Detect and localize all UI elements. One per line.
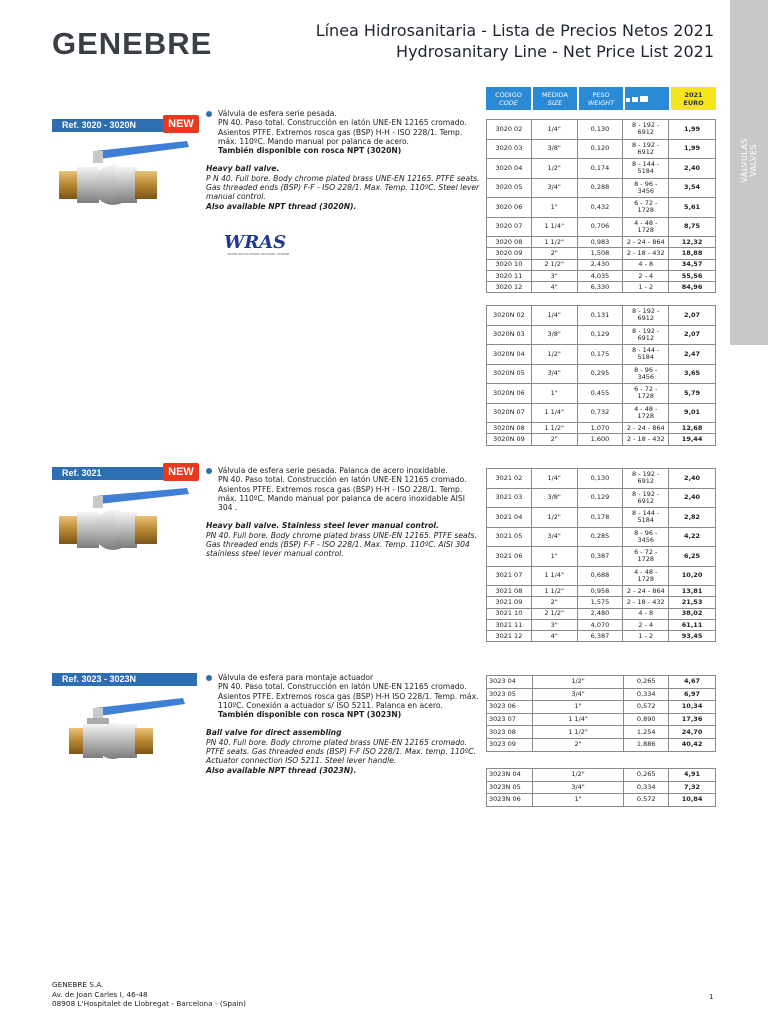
price-table-3020N — [486, 305, 716, 446]
size-cell: 2 1/2" — [531, 259, 577, 270]
table-row — [487, 508, 716, 528]
price-cell: 2,07 — [669, 306, 716, 326]
size-cell: 3/4" — [532, 781, 623, 794]
price-cell: 19,44 — [669, 434, 716, 445]
price-cell: 2,82 — [669, 508, 716, 528]
code-cell: 3023 04 — [487, 676, 533, 689]
table-row — [487, 586, 716, 597]
price-cell: 61,11 — [669, 619, 716, 630]
price-cell: 40,42 — [669, 738, 716, 751]
table-row — [487, 738, 716, 751]
code-cell: 3023 07 — [487, 713, 533, 726]
code-cell: 3021 05 — [487, 527, 532, 547]
weight-cell: 0,178 — [577, 508, 623, 528]
size-cell: 1 1/2" — [532, 726, 623, 739]
price-cell: 10,20 — [669, 566, 716, 586]
table-row — [487, 597, 716, 608]
code-cell: 3020 12 — [487, 282, 532, 293]
box-icon — [625, 94, 649, 104]
size-cell: 1 1/2" — [531, 237, 577, 248]
price-table-3023 — [486, 675, 716, 752]
weight-cell: 0,706 — [577, 217, 623, 237]
size-cell: 1" — [531, 547, 577, 567]
ref-badge-3020: Ref. 3020 - 3020N — [52, 119, 197, 132]
size-cell: 1/2" — [531, 345, 577, 365]
size-cell: 3/8" — [531, 325, 577, 345]
code-cell: 3021 10 — [487, 608, 532, 619]
packaging-cell: 8 - 192 - 6912 — [623, 120, 669, 140]
description-3023: Válvula de esfera para montaje actuador PN 40. Paso total. Construcción en latón UNE-EN 12165 cromado. Asientos PTFE. Extremos rosca gas (BSP) H-H ISO 228/1. Temp. máx. 110ºC. Conexión a actuador s/ ISO 5211. Palanca en acero. También disponible con rosca NPT (3023N) Ball valve for direct assembling PN 40. Full bore. Body chrome plated brass UNE-EN 12165 cromado. PTFE seats. Gas threaded ends (BSP) F-F ISO 228/1. Max. temp. 110ºC. Actuator connection ISO 5211. Steel lever handle. Also available NPT thread (3023N). — [206, 673, 479, 775]
page-number: 1 — [709, 993, 714, 1001]
price-cell: 34,57 — [669, 259, 716, 270]
ball-valve-image — [55, 137, 195, 207]
code-cell: 3020N 07 — [487, 403, 532, 423]
size-cell: 1 1/4" — [532, 713, 623, 726]
packaging-cell: 8 - 96 - 3456 — [623, 364, 669, 384]
price-cell: 21,53 — [669, 597, 716, 608]
size-cell: 1 1/2" — [531, 586, 577, 597]
size-cell: 2" — [531, 434, 577, 445]
new-badge: NEW — [163, 115, 199, 133]
table-row — [487, 608, 716, 619]
size-cell: 3" — [531, 619, 577, 630]
weight-cell: 1,508 — [577, 248, 623, 259]
price-cell: 1,99 — [669, 120, 716, 140]
bullet-dot — [206, 111, 212, 117]
table-row — [487, 282, 716, 293]
table-row — [487, 270, 716, 281]
packaging-cell: 8 - 144 - 5184 — [623, 159, 669, 179]
weight-cell: 0,432 — [577, 198, 623, 218]
table-row — [487, 364, 716, 384]
weight-cell: 0,295 — [577, 364, 623, 384]
size-cell: 1 1/4" — [531, 217, 577, 237]
size-cell: 4" — [531, 282, 577, 293]
price-cell: 18,88 — [669, 248, 716, 259]
code-cell: 3021 09 — [487, 597, 532, 608]
ref-badge-3023: Ref. 3023 - 3023N — [52, 673, 197, 686]
table-row — [487, 781, 716, 794]
description-3020: Válvula de esfera serie pesada. PN 40. Paso total. Construcción en latón UNE-EN 12165 cromado. Asientos PTFE. Extremos rosca gas (BSP) H-H - ISO 228/1. Temp. máx. 110ºC. Mando manual por palanca de acero. También disponible con rosca NPT (3020N) Heavy ball valve. P N 40. Full bore. Body chrome plated brass UNE-EN 12165. PTFE seats. Gas threaded ends (BSP) F-F - ISO 228/1. Max. Temp. 110ºC. Steel lever manual control. Also available NPT thread (3020N). — [206, 109, 480, 211]
table-row — [487, 566, 716, 586]
wras-certification-logo: WRAS — [224, 232, 287, 253]
weight-cell: 0,455 — [577, 384, 623, 404]
packaging-cell: 4 - 48 - 1728 — [623, 217, 669, 237]
code-cell: 3020N 08 — [487, 423, 532, 434]
price-cell: 6,25 — [669, 547, 716, 567]
packaging-cell: 6 - 72 - 1728 — [623, 198, 669, 218]
packaging-cell: 4 - 8 — [623, 259, 669, 270]
size-cell: 1 1/2" — [531, 423, 577, 434]
weight-cell: 0,890 — [624, 713, 669, 726]
price-cell: 3,65 — [669, 364, 716, 384]
weight-cell: 1,575 — [577, 597, 623, 608]
size-cell: 1/2" — [531, 159, 577, 179]
weight-cell: 1,600 — [577, 434, 623, 445]
weight-cell: 0,688 — [577, 566, 623, 586]
packaging-cell: 6 - 72 - 1728 — [623, 384, 669, 404]
code-cell: 3023N 06 — [487, 794, 533, 807]
size-cell: 3/4" — [532, 688, 623, 701]
table-row — [487, 713, 716, 726]
price-cell: 12,68 — [669, 423, 716, 434]
price-cell: 2,40 — [669, 469, 716, 489]
table-row — [487, 178, 716, 198]
packaging-cell: 2 - 24 - 864 — [623, 586, 669, 597]
packaging-cell: 8 - 144 - 5184 — [623, 508, 669, 528]
weight-cell: 1,070 — [577, 423, 623, 434]
wras-subtitle: WATER REGULATIONS ADVISORY SCHEME — [227, 252, 290, 256]
table-row — [487, 306, 716, 326]
packaging-cell: 8 - 96 - 3456 — [623, 178, 669, 198]
price-cell: 5,79 — [669, 384, 716, 404]
size-cell: 4" — [531, 631, 577, 642]
price-cell: 5,61 — [669, 198, 716, 218]
packaging-cell: 4 - 48 - 1728 — [623, 566, 669, 586]
code-cell: 3020 07 — [487, 217, 532, 237]
price-cell: 2,40 — [669, 159, 716, 179]
weight-cell: 0,387 — [577, 547, 623, 567]
table-row — [487, 688, 716, 701]
price-cell: 10,34 — [669, 701, 716, 714]
table-row — [487, 488, 716, 508]
size-cell: 1" — [532, 794, 623, 807]
weight-cell: 0,983 — [577, 237, 623, 248]
weight-cell: 0,130 — [577, 120, 623, 140]
code-cell: 3020 03 — [487, 139, 532, 159]
table-row — [487, 769, 716, 782]
price-table-3020 — [486, 119, 716, 293]
code-cell: 3023 09 — [487, 738, 533, 751]
price-cell: 7,32 — [669, 781, 716, 794]
price-cell: 84,96 — [669, 282, 716, 293]
size-cell: 1/2" — [532, 769, 623, 782]
weight-cell: 0,572 — [624, 701, 669, 714]
weight-cell: 0,130 — [577, 469, 623, 489]
size-cell: 2 1/2" — [531, 608, 577, 619]
packaging-cell: 6 - 72 - 1728 — [623, 547, 669, 567]
code-cell: 3023N 05 — [487, 781, 533, 794]
weight-cell: 2,430 — [577, 259, 623, 270]
packaging-cell: 2 - 4 — [623, 619, 669, 630]
packaging-cell: 2 - 4 — [623, 270, 669, 281]
table-row — [487, 237, 716, 248]
size-cell: 1/2" — [531, 508, 577, 528]
code-cell: 3020 08 — [487, 237, 532, 248]
packaging-cell: 1 - 2 — [623, 631, 669, 642]
column-header-weight: PESO WEIGHT — [579, 87, 623, 110]
table-row — [487, 139, 716, 159]
column-header-size: MEDIDA SIZE — [533, 87, 577, 110]
size-cell: 2" — [531, 597, 577, 608]
table-row — [487, 217, 716, 237]
table-row — [487, 794, 716, 807]
weight-cell: 0,120 — [577, 139, 623, 159]
weight-cell: 0,129 — [577, 325, 623, 345]
price-cell: 38,02 — [669, 608, 716, 619]
code-cell: 3023 06 — [487, 701, 533, 714]
packaging-cell: 4 - 8 — [623, 608, 669, 619]
price-cell: 13,81 — [669, 586, 716, 597]
code-cell: 3020N 04 — [487, 345, 532, 365]
genebre-logo: GENEBRE — [52, 26, 213, 61]
table-row — [487, 434, 716, 445]
price-cell: 4,22 — [669, 527, 716, 547]
packaging-cell: 8 - 96 - 3456 — [623, 527, 669, 547]
code-cell: 3020 09 — [487, 248, 532, 259]
code-cell: 3020 04 — [487, 159, 532, 179]
packaging-cell: 2 - 24 - 864 — [623, 423, 669, 434]
weight-cell: 4,035 — [577, 270, 623, 281]
code-cell: 3023 05 — [487, 688, 533, 701]
code-cell: 3023N 04 — [487, 769, 533, 782]
weight-cell: 1,886 — [624, 738, 669, 751]
price-cell: 4,91 — [669, 769, 716, 782]
size-cell: 2" — [532, 738, 623, 751]
weight-cell: 2,480 — [577, 608, 623, 619]
packaging-cell: 4 - 48 - 1728 — [623, 403, 669, 423]
code-cell: 3021 04 — [487, 508, 532, 528]
size-cell: 2" — [531, 248, 577, 259]
price-table-3023N — [486, 768, 716, 807]
price-cell: 55,56 — [669, 270, 716, 281]
weight-cell: 0,572 — [624, 794, 669, 807]
size-cell: 1 1/4" — [531, 566, 577, 586]
new-badge: NEW — [163, 463, 199, 481]
price-cell: 8,75 — [669, 217, 716, 237]
packaging-cell: 8 - 192 - 6912 — [623, 306, 669, 326]
code-cell: 3020 11 — [487, 270, 532, 281]
price-cell: 12,32 — [669, 237, 716, 248]
bullet-dot — [206, 468, 212, 474]
price-cell: 24,70 — [669, 726, 716, 739]
table-row — [487, 701, 716, 714]
weight-cell: 6,387 — [577, 631, 623, 642]
size-cell: 1/4" — [531, 120, 577, 140]
size-cell: 1 1/4" — [531, 403, 577, 423]
packaging-cell: 2 - 24 - 864 — [623, 237, 669, 248]
weight-cell: 1,254 — [624, 726, 669, 739]
price-cell: 93,45 — [669, 631, 716, 642]
price-cell: 10,84 — [669, 794, 716, 807]
packaging-cell: 2 - 18 - 432 — [623, 248, 669, 259]
table-row — [487, 676, 716, 689]
page-title — [316, 20, 714, 62]
table-row — [487, 198, 716, 218]
weight-cell: 6,330 — [577, 282, 623, 293]
size-cell: 3/8" — [531, 488, 577, 508]
price-cell: 6,97 — [669, 688, 716, 701]
size-cell: 1/4" — [531, 469, 577, 489]
table-row — [487, 631, 716, 642]
packaging-cell: 2 - 18 - 432 — [623, 434, 669, 445]
code-cell: 3020 06 — [487, 198, 532, 218]
table-row — [487, 384, 716, 404]
size-cell: 3/8" — [531, 139, 577, 159]
table-row — [487, 120, 716, 140]
code-cell: 3021 02 — [487, 469, 532, 489]
weight-cell: 0,732 — [577, 403, 623, 423]
code-cell: 3023 08 — [487, 726, 533, 739]
code-cell: 3020 05 — [487, 178, 532, 198]
size-cell: 3/4" — [531, 527, 577, 547]
code-cell: 3020 10 — [487, 259, 532, 270]
size-cell: 1" — [531, 384, 577, 404]
table-row — [487, 403, 716, 423]
table-row — [487, 159, 716, 179]
column-header-code: CÓDIGO CODE — [486, 87, 531, 110]
code-cell: 3020 02 — [487, 120, 532, 140]
table-row — [487, 469, 716, 489]
side-category-label: VÁLVULAS VALVES — [740, 138, 758, 183]
size-cell: 3" — [531, 270, 577, 281]
packaging-cell: 8 - 144 - 5184 — [623, 345, 669, 365]
description-3021: Válvula de esfera serie pesada. Palanca de acero inoxidable. PN 40. Paso total. Construcción en latón UNE-EN 12165 cromado. Asientos PTFE. Extremos rosca gas (BSP) H-H - ISO 228/1. Temp. máx. 110ºC. Mando manual por palanca de acero inoxidable AISI 304 . Heavy ball valve. Stainless steel lever manual control. PN 40. Full bore. Body chrome plated brass UNE-EN 12165. PTFE seats. Gas threaded ends (BSP) F-F - ISO 228/1. Max. Temp. 110ºC. AISI 304 stainless steel lever manual control. — [206, 466, 478, 559]
code-cell: 3021 06 — [487, 547, 532, 567]
price-cell: 1,99 — [669, 139, 716, 159]
price-table-3021 — [486, 468, 716, 642]
price-cell: 3,54 — [669, 178, 716, 198]
size-cell: 1/2" — [532, 676, 623, 689]
title-spanish: Línea Hidrosanitaria - Lista de Precios Netos 2021 — [315, 21, 714, 40]
weight-cell: 0,265 — [624, 769, 669, 782]
table-row — [487, 248, 716, 259]
size-cell: 1" — [532, 701, 623, 714]
price-cell: 2,07 — [669, 325, 716, 345]
code-cell: 3021 12 — [487, 631, 532, 642]
code-cell: 3020N 09 — [487, 434, 532, 445]
price-cell: 2,40 — [669, 488, 716, 508]
price-cell: 9,01 — [669, 403, 716, 423]
size-cell: 1/4" — [531, 306, 577, 326]
table-row — [487, 547, 716, 567]
code-cell: 3020N 02 — [487, 306, 532, 326]
packaging-cell: 1 - 2 — [623, 282, 669, 293]
code-cell: 3021 07 — [487, 566, 532, 586]
code-cell: 3020N 03 — [487, 325, 532, 345]
weight-cell: 0,131 — [577, 306, 623, 326]
table-row — [487, 325, 716, 345]
size-cell: 3/4" — [531, 178, 577, 198]
weight-cell: 0,265 — [624, 676, 669, 689]
code-cell: 3021 03 — [487, 488, 532, 508]
ref-badge-3021: Ref. 3021 — [52, 467, 197, 480]
code-cell: 3021 11 — [487, 619, 532, 630]
column-header-price: 2021 EURO — [671, 87, 716, 110]
title-english: Hydrosanitary Line - Net Price List 2021 — [396, 42, 714, 61]
weight-cell: 0,334 — [624, 688, 669, 701]
weight-cell: 4,070 — [577, 619, 623, 630]
weight-cell: 0,174 — [577, 159, 623, 179]
size-cell: 1" — [531, 198, 577, 218]
packaging-cell: 8 - 192 - 6912 — [623, 469, 669, 489]
table-row — [487, 423, 716, 434]
code-cell: 3020N 05 — [487, 364, 532, 384]
packaging-cell: 8 - 192 - 6912 — [623, 139, 669, 159]
table-row — [487, 619, 716, 630]
price-cell: 2,47 — [669, 345, 716, 365]
packaging-cell: 8 - 192 - 6912 — [623, 325, 669, 345]
weight-cell: 0,334 — [624, 781, 669, 794]
table-row — [487, 345, 716, 365]
size-cell: 3/4" — [531, 364, 577, 384]
ball-valve-image — [55, 482, 195, 552]
ball-valve-image — [55, 694, 195, 764]
code-cell: 3020N 06 — [487, 384, 532, 404]
packaging-cell: 8 - 192 - 6912 — [623, 488, 669, 508]
weight-cell: 0,958 — [577, 586, 623, 597]
packaging-cell: 2 - 18 - 432 — [623, 597, 669, 608]
company-footer: GENEBRE S.A. Av. de Joan Carles I, 46-48 08908 L'Hospitalet de Llobregat - Barcelona - (Spain) — [52, 980, 246, 1008]
weight-cell: 0,129 — [577, 488, 623, 508]
table-row — [487, 259, 716, 270]
column-header-packaging — [625, 87, 669, 110]
price-cell: 4,67 — [669, 676, 716, 689]
weight-cell: 0,285 — [577, 527, 623, 547]
bullet-dot — [206, 675, 212, 681]
table-row — [487, 527, 716, 547]
table-row — [487, 726, 716, 739]
weight-cell: 0,288 — [577, 178, 623, 198]
weight-cell: 0,175 — [577, 345, 623, 365]
code-cell: 3021 08 — [487, 586, 532, 597]
price-cell: 17,36 — [669, 713, 716, 726]
